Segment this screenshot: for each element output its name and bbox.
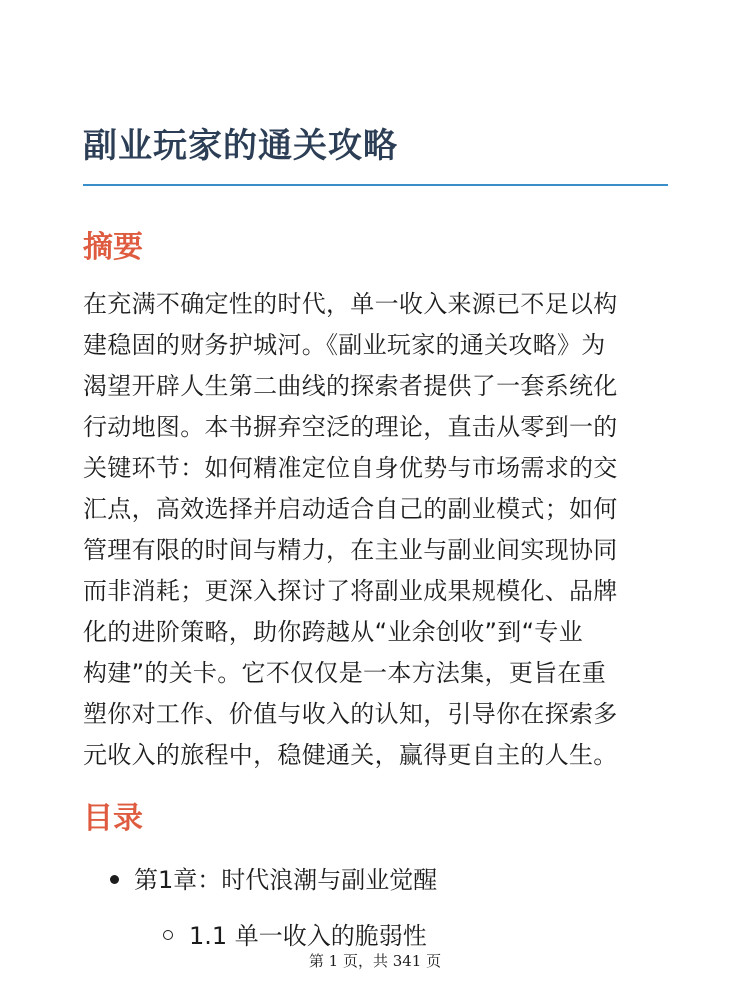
- abstract-line: 化的进阶策略，助你跨越从“业余创收”到“专业: [83, 618, 583, 646]
- abstract-line: 在充满不确定性的时代，单一收入来源已不足以构: [83, 290, 618, 318]
- abstract-line: 元收入的旅程中，稳健通关，赢得更自主的人生。: [83, 741, 618, 769]
- toc-section-label: 1.1 单一收入的脆弱性: [189, 922, 427, 950]
- abstract-line: 汇点，高效选择并启动适合自己的副业模式；如何: [83, 495, 618, 523]
- abstract-line: 塑你对工作、价值与收入的认知，引导你在探索多: [83, 700, 618, 728]
- abstract-line: 关键环节：如何精准定位自身优势与市场需求的交: [83, 454, 618, 482]
- toc-chapter-label: 第1章：时代浪潮与副业觉醒: [134, 866, 438, 894]
- bullet-disc-icon: [110, 875, 119, 884]
- title-divider: [83, 184, 668, 186]
- toc-section-item[interactable]: [163, 916, 427, 951]
- abstract-heading: 摘要: [83, 230, 143, 265]
- abstract-line: 行动地图。本书摒弃空泛的理论，直击从零到一的: [83, 413, 618, 441]
- toc-heading: 目录: [83, 801, 143, 836]
- abstract-line: 渴望开辟人生第二曲线的探索者提供了一套系统化: [83, 372, 618, 400]
- abstract-line: 构建”的关卡。它不仅仅是一本方法集，更旨在重: [83, 659, 607, 687]
- bullet-circle-icon: [163, 930, 173, 940]
- book-title: 副业玩家的通关攻略: [83, 126, 398, 166]
- abstract-line: 管理有限的时间与精力，在主业与副业间实现协同: [83, 536, 618, 564]
- toc-chapter-item[interactable]: [110, 860, 437, 895]
- abstract-paragraph: [83, 284, 673, 776]
- abstract-line: 建稳固的财务护城河。《副业玩家的通关攻略》为: [83, 331, 606, 359]
- page-number-footer: 第 1 页，共 341 页: [308, 952, 442, 970]
- abstract-line: 而非消耗；更深入探讨了将副业成果规模化、品牌: [83, 577, 618, 605]
